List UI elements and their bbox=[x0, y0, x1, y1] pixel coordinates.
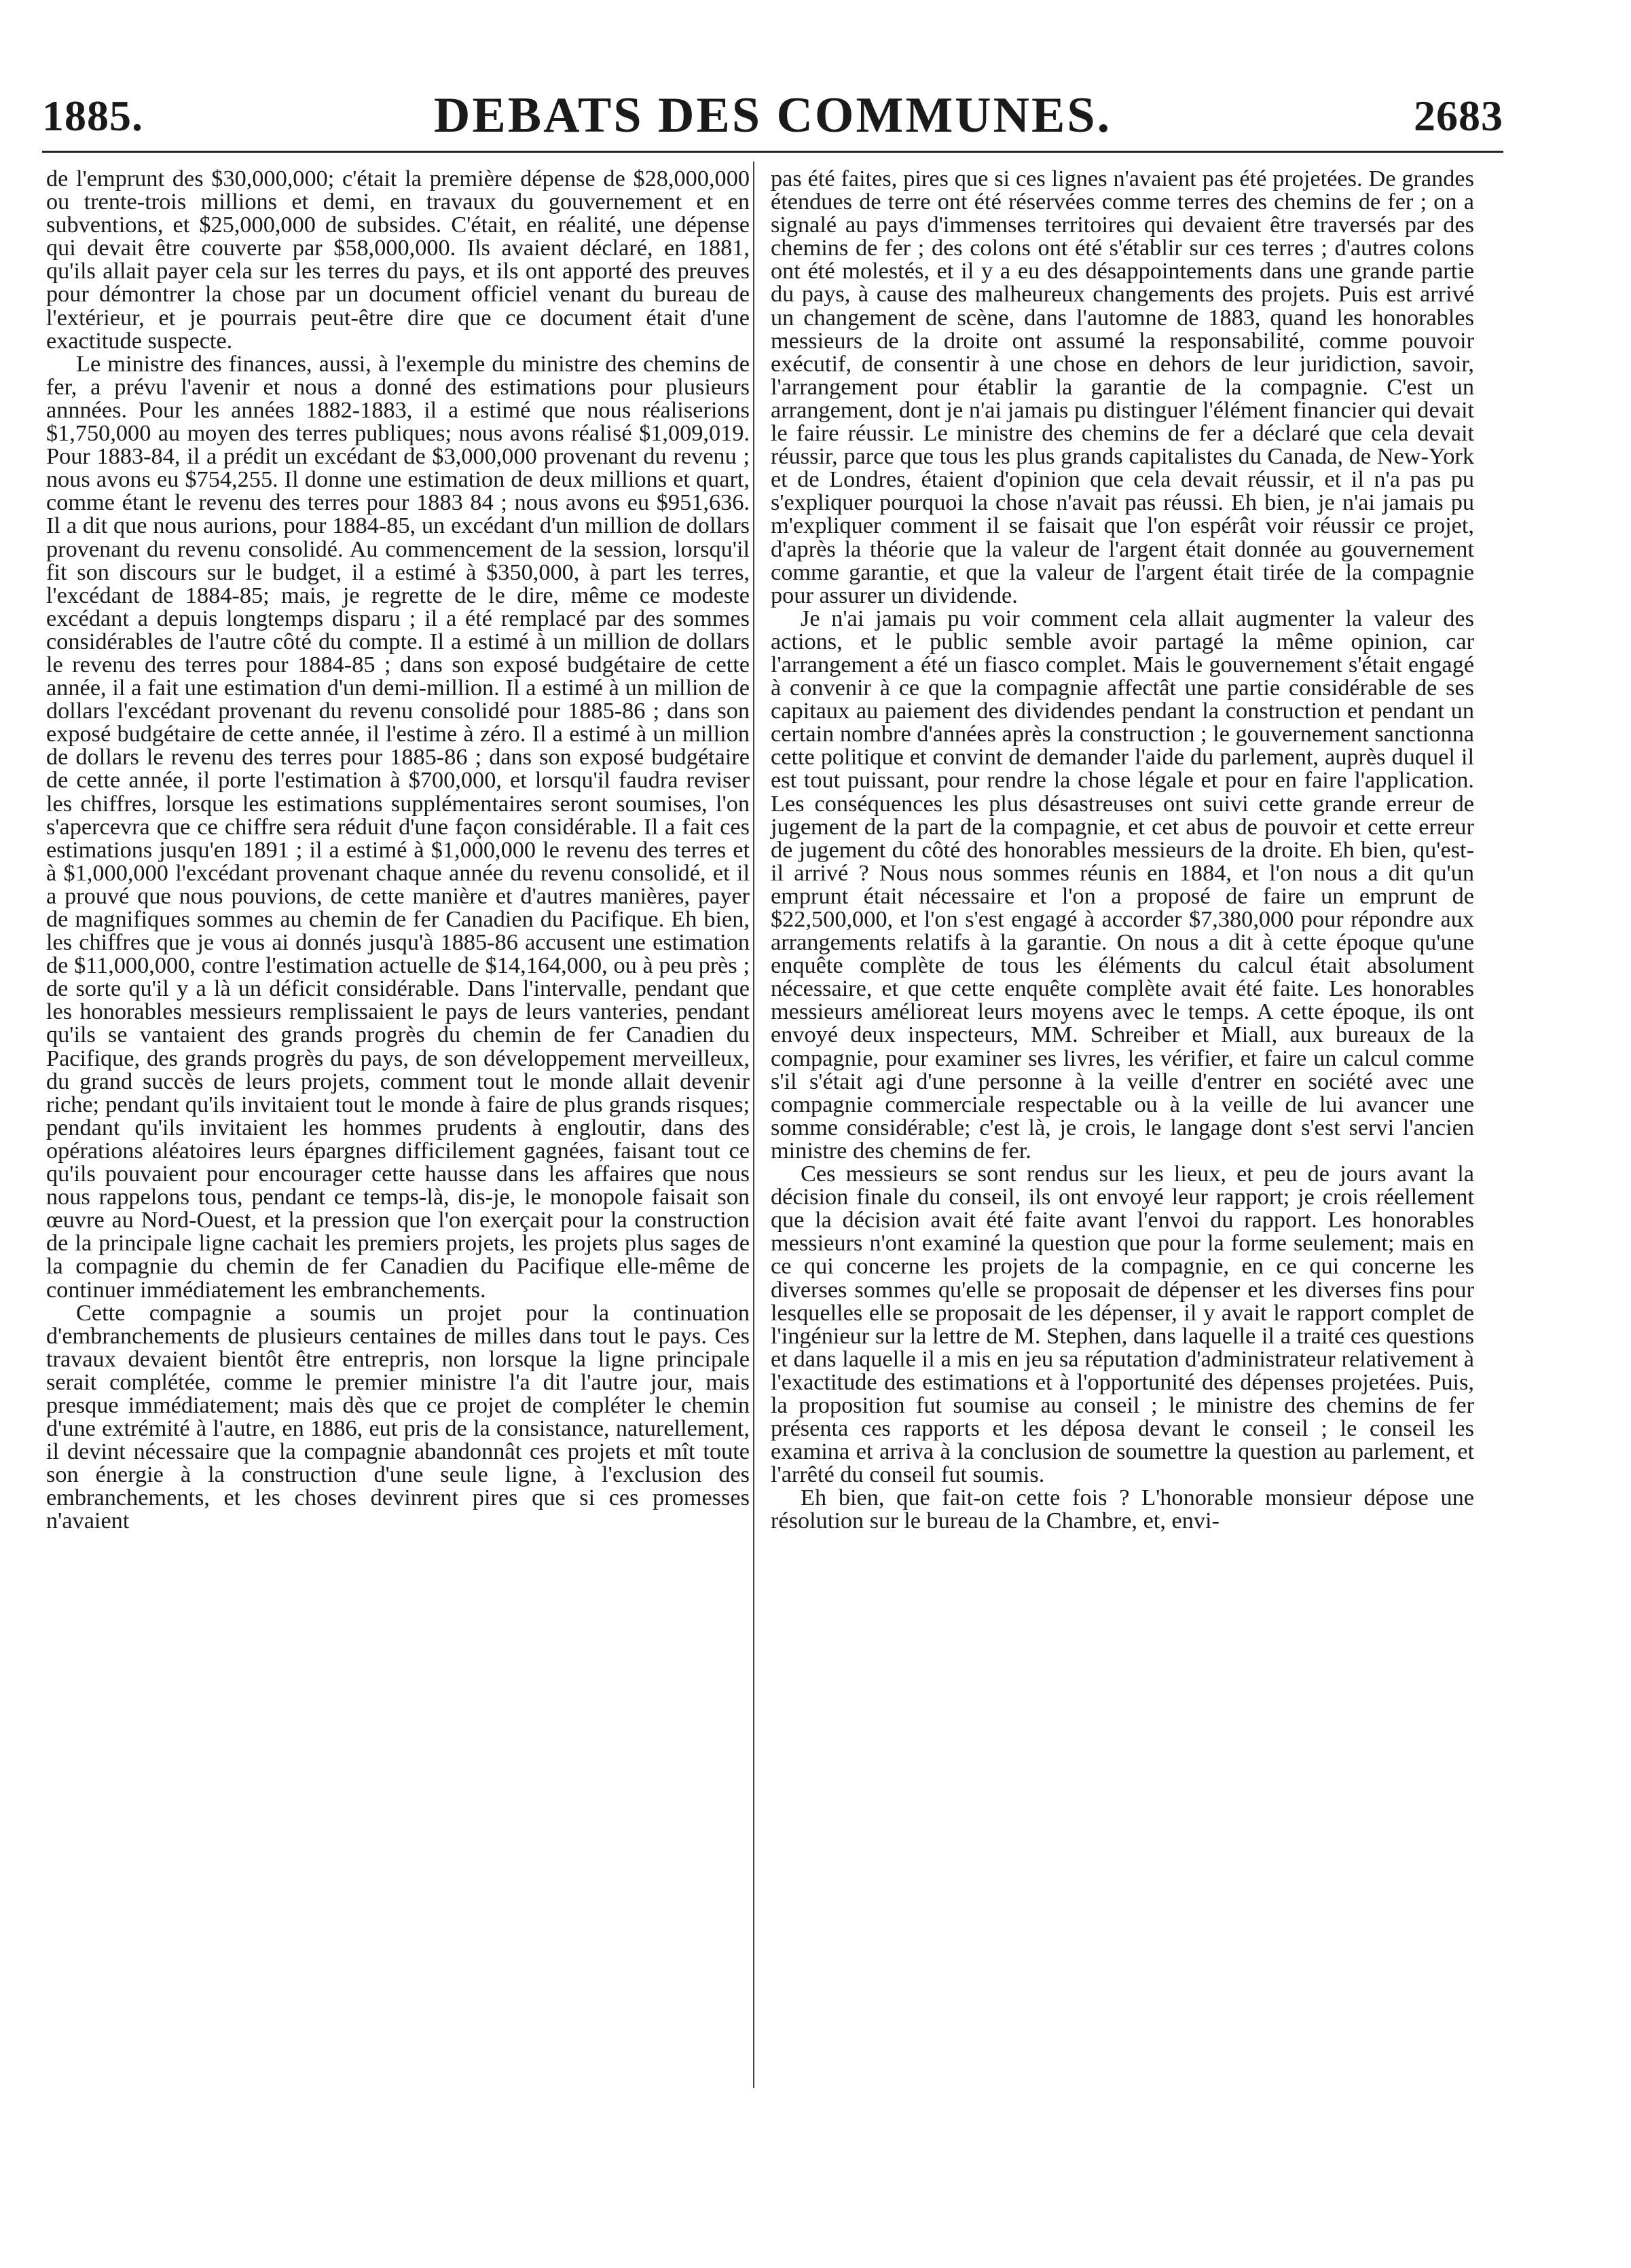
paragraph: Ces messieurs se sont rendus sur les lieux, et peu de jours avant la décision finale du conseil, ils ont envoyé leur rapport; je crois réellement que la décision avait été faite avant l'envoi du rapport. Les honorables messieurs n'ont examiné la question que pour la forme seulement; mais en ce qui concerne les projets de la compagnie, en ce qui concerne les diverses sommes qu'elle se proposait de dépenser et les diverses fins pour lesquelles elle se proposait de les dépenser, il y avait le rapport complet de l'ingénieur sur la lettre de M. Stephen, dans laquelle il a traité ces questions et dans laquelle il a mis en jeu sa réputation d'administrateur relativement à l'exactitude des estimations et à l'opportunité des dépenses projetées. Puis, la proposition fut soumise au conseil ; le ministre des chemins de fer présenta ces rapports et les déposa devant le conseil ; le conseil les examina et arriva à la conclusion de soumettre la question au parlement, et l'arrêté du conseil fut soumis. bbox=[771, 1161, 1474, 1488]
header-rule bbox=[42, 151, 1503, 153]
paragraph: Eh bien, que fait-on cette fois ? L'honorable monsieur dépose une résolution sur le bureau de la Chambre, et, envi- bbox=[771, 1485, 1474, 1534]
column-divider bbox=[753, 162, 754, 2088]
header-title: DEBATS DES COMMUNES. bbox=[433, 88, 1112, 143]
page-header bbox=[42, 87, 1503, 141]
left-column bbox=[46, 167, 750, 1533]
paragraph: Je n'ai jamais pu voir comment cela allait augmenter la valeur des actions, et le public semble avoir partagé la même opinion, car l'arrangement a été un fiasco complet. Mais le gouvernement s'était engagé à convenir à ce que la compagnie affectât une partie considérable de ses capitaux au paiement des dividendes pendant la construction et pendant un certain nombre d'années après la construction ; le gouvernement sanctionna cette politique et convint de demander l'aide du parlement, auprès duquel il est tout puissant, pour rendre la chose légale et pour en faire l'application. Les conséquences les plus désastreuses ont suivi cette grande erreur de jugement de la part de la compagnie, et cet abus de pouvoir et cette erreur de jugement du côté des honorables messieurs de la droite. Eh bien, qu'est-il arrivé ? Nous nous sommes réunis en 1884, et l'on nous a dit qu'un emprunt était nécessaire et l'on a proposé de faire un emprunt de $22,500,000, et l'on s'est engagé à accorder $7,380,000 pour répondre aux arrangements relatifs à la garantie. On nous a dit à cette époque qu'une enquête complète de tous les éléments du calcul était absolument nécessaire, et que cette enquête complète avait été faite. Les honorables messieurs amélioreat leurs moyens avec le temps. A cette époque, ils ont envoyé deux inspecteurs, MM. Schreiber et Miall, aux bureaux de la compagnie, pour examiner ses livres, les vérifier, et faire un calcul comme s'il s'était agi d'une personne à la veille d'entrer en société avec une compagnie commerciale respectable ou à la veille de lui avancer une somme considérable; c'est là, je crois, le langage dont s'est servi l'ancien ministre des chemins de fer. bbox=[771, 605, 1474, 1164]
header-year: 1885. bbox=[42, 92, 143, 140]
paragraph: pas été faites, pires que si ces lignes n'avaient pas été projetées. De grandes étendues de terre ont été réservées comme terres des chemins de fer ; on a signalé au pays d'immenses territoires qui devaient être traversés par des chemins de fer ; des colons ont été s'établir sur ces terres ; d'autres colons ont été molestés, et il y a eu des désappointements dans une grande partie du pays, à cause des malheureux changements des projets. Puis est arrivé un changement de scène, dans l'automne de 1883, quand les honorables messieurs de la droite ont assumé la responsabilité, comme pouvoir exécutif, de consentir à une chose en dehors de leur juridiction, savoir, l'arrangement pour établir la garantie de la compagnie. C'est un arrangement, dont je n'ai jamais pu distinguer l'élément financier qui devait le faire réussir. Le ministre des chemins de fer a déclaré que cela devait réussir, parce que tous les plus grands capitalistes du Canada, de New-York et de Londres, étaient d'opinion que cela devait réussir, et il n'a pas pu s'expliquer pourquoi la chose n'avait pas réussi. Eh bien, je n'ai jamais pu m'expliquer comment il se faisait que l'on espérât voir réussir ce projet, d'après la théorie que la valeur de l'argent était donnée au gouvernement comme garantie, et que la valeur de l'argent était tirée de la compagnie pour assurer un dividende. bbox=[771, 166, 1474, 608]
paragraph: de l'emprunt des $30,000,000; c'était la première dépense de $28,000,000 ou trente-trois millions et demi, en travaux du gouvernement et en subventions, et $25,000,000 de subsides. C'était, en réalité, une dépense qui devait être couverte par $58,000,000. Ils avaient déclaré, en 1881, qu'ils allait payer cela sur les terres du pays, et ils ont apporté des preuves pour démontrer la chose par un document officiel venant du bureau de l'extérieur, et je pourrais peut-être dire que ce document était d'une exactitude suspecte. bbox=[46, 166, 750, 354]
paragraph: Le ministre des finances, aussi, à l'exemple du ministre des chemins de fer, a prévu l'avenir et nous a donné des estimations pour plusieurs annnées. Pour les années 1882-1883, il a estimé que nous réaliserions $1,750,000 au moyen des terres publiques; nous avons réalisé $1,009,019. Pour 1883-84, il a prédit un excédant de $3,000,000 provenant du revenu ; nous avons eu $754,255. Il donne une estimation de deux millions et quart, comme étant le revenu des terres pour 1883 84 ; nous avons eu $951,636. Il a dit que nous aurions, pour 1884-85, un excédant d'un million de dollars provenant du revenu consolidé. Au commencement de la session, lorsqu'il fit son discours sur le budget, il a estimé à $350,000, à part les terres, l'excédant de 1884-85; mais, je regrette de le dire, même ce modeste excédant a depuis longtemps disparu ; il a été remplacé par des sommes considérables de l'autre côté du compte. Il a estimé à un million de dollars le revenu des terres pour 1884-85 ; dans son exposé budgétaire de cette année, il a fait une estimation d'un demi-million. Il a estimé à un million de dollars l'excédant provenant du revenu consolidé pour 1885-86 ; dans son exposé budgétaire de cette année, il l'estime à zéro. Il a estimé à un million de dollars le revenu des terres pour 1885-86 ; dans son exposé budgétaire de cette année, il porte l'estimation à $700,000, et lorsqu'il faudra reviser les chiffres, lorsque les estimations supplémentaires seront soumises, l'on s'apercevra que ce chiffre sera réduit d'une façon considérable. Il a fait ces estimations jusqu'en 1891 ; il a estimé à $1,000,000 le revenu des terres et à $1,000,000 l'excédant provenant chaque année du revenu consolidé, et il a prouvé que nous pouvions, de cette manière et d'autres manières, payer de magnifiques sommes au chemin de fer Canadien du Pacifique. Eh bien, les chiffres que je vous ai donnés jusqu'à 1885-86 accusent une estimation de $11,000,000, contre l'estimation actuelle de $14,164,000, ou à peu près ; de sorte qu'il y a là un déficit considérable. Dans l'intervalle, pendant que les honorables messieurs remplissaient le pays de leurs vanteries, pendant qu'ils se vantaient des grands progrès du chemin de fer Canadien du Pacifique, des grands progrès du pays, de son développement merveilleux, du grand succès de leurs projets, comment tout le monde allait devenir riche; pendant qu'ils invitaient tout le monde à faire de plus grands risques; pendant qu'ils invitaient les hommes prudents à engloutir, dans des opérations aléatoires leurs épargnes difficilement gagnées, faisant tout ce qu'ils pouvaient pour encourager cette hausse dans les affaires que nous nous rappelons tous, pendant ce temps-là, dis-je, le monopole faisait son œuvre au Nord-Ouest, et la pression que l'on exerçait pour la construction de la principale ligne cachait les premiers projets, les projets plus sages de la compagnie du chemin de fer Canadien du Pacifique elle-même de continuer immédiatement les embranchements. bbox=[46, 350, 750, 1303]
right-column bbox=[771, 167, 1474, 1533]
header-page-number: 2683 bbox=[1414, 92, 1503, 140]
paragraph: Cette compagnie a soumis un projet pour la continuation d'embranchements de plusieurs centaines de milles dans tout le pays. Ces travaux devaient bientôt être entrepris, non lorsque la ligne principale serait complétée, comme le premier ministre l'a dit l'autre jour, mais presque immédiatement; mais dès que ce projet de compléter le chemin d'une extrémité à l'autre, en 1886, eut pris de la consistance, naturellement, il devint nécessaire que la compagnie abandonnât ces projets et mît toute son énergie à la construction d'une seule ligne, à l'exclusion des embranchements, et les choses devinrent pires que si ces promesses n'avaient bbox=[46, 1299, 750, 1534]
